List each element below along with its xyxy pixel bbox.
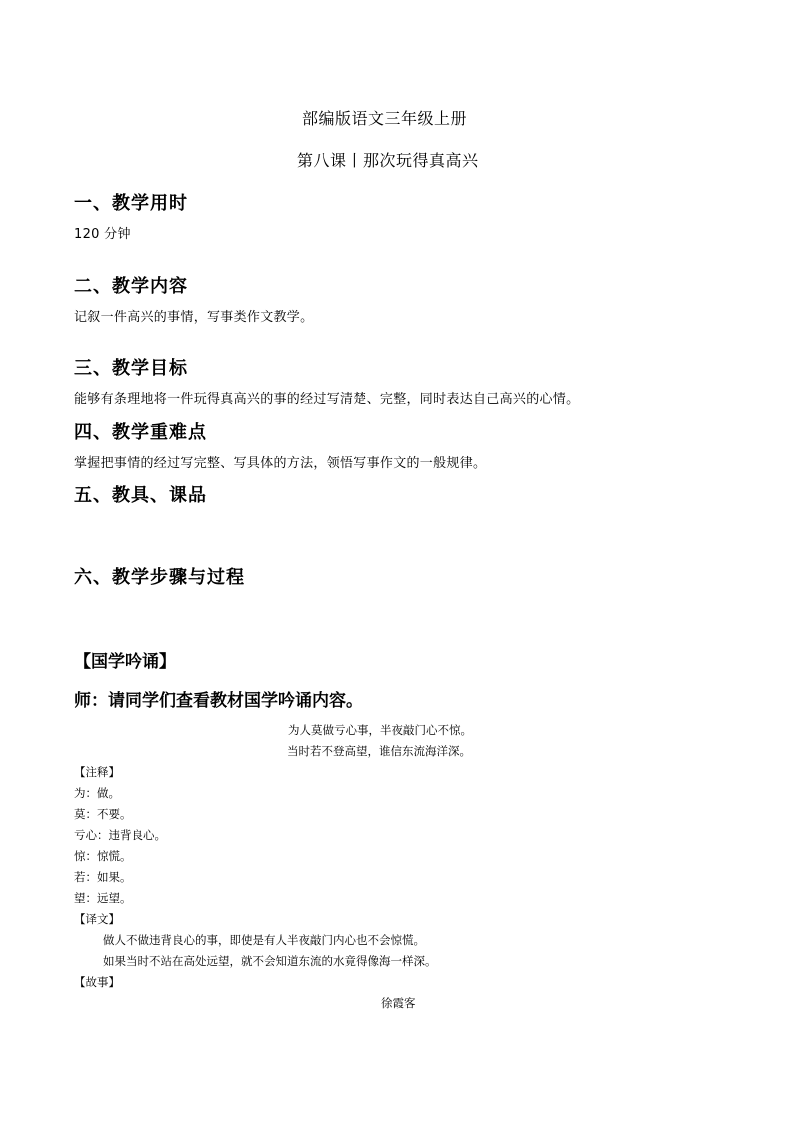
story-heading: 【故事】: [74, 975, 120, 989]
notes-heading: 【注释】: [74, 765, 120, 779]
note-item-2: 莫：不要。: [74, 807, 132, 821]
section-content-key-points: 掌握把事情的经过写完整、写具体的方法，领悟写事作文的一般规律。: [74, 456, 487, 471]
lesson-title: 第八课丨那次玩得真高兴: [297, 151, 479, 170]
section-heading-time: 一、教学用时: [74, 193, 188, 214]
section-content-content: 记叙一件高兴的事情，写事类作文教学。: [74, 310, 314, 325]
note-item-3: 亏心：违背良心。: [74, 828, 166, 842]
guoxue-heading: 【国学吟诵】: [74, 652, 176, 672]
note-item-1: 为：做。: [74, 786, 120, 800]
poem-line-2: 当时若不登高望，谁信东流海洋深。: [287, 744, 471, 758]
teacher-instruction: 师：请同学们查看教材国学吟诵内容。: [74, 691, 363, 711]
section-heading-goals: 三、教学目标: [74, 358, 188, 379]
translation-heading: 【译文】: [74, 912, 120, 926]
section-heading-content: 二、教学内容: [74, 276, 188, 297]
section-content-goals: 能够有条理地将一件玩得真高兴的事的经过写清楚、完整，同时表达自己高兴的心情。: [74, 392, 580, 407]
section-heading-materials: 五、教具、课品: [74, 485, 207, 506]
translation-line-1: 做人不做违背良心的事，即使是有人半夜敲门内心也不会惊慌。: [103, 933, 425, 947]
note-item-6: 望：远望。: [74, 891, 132, 905]
story-title: 徐霞客: [381, 996, 416, 1010]
note-item-4: 惊：惊慌。: [74, 849, 132, 863]
section-content-time: 120 分钟: [74, 227, 131, 242]
section-heading-key-points: 四、教学重难点: [74, 422, 207, 443]
note-item-5: 若：如果。: [74, 870, 132, 884]
translation-line-2: 如果当时不站在高处远望，就不会知道东流的水竟得像海一样深。: [103, 954, 437, 968]
poem-line-1: 为人莫做亏心事，半夜敲门心不惊。: [288, 723, 472, 737]
section-heading-steps: 六、教学步骤与过程: [74, 567, 245, 588]
document-title: 部编版语文三年级上册: [302, 109, 468, 128]
